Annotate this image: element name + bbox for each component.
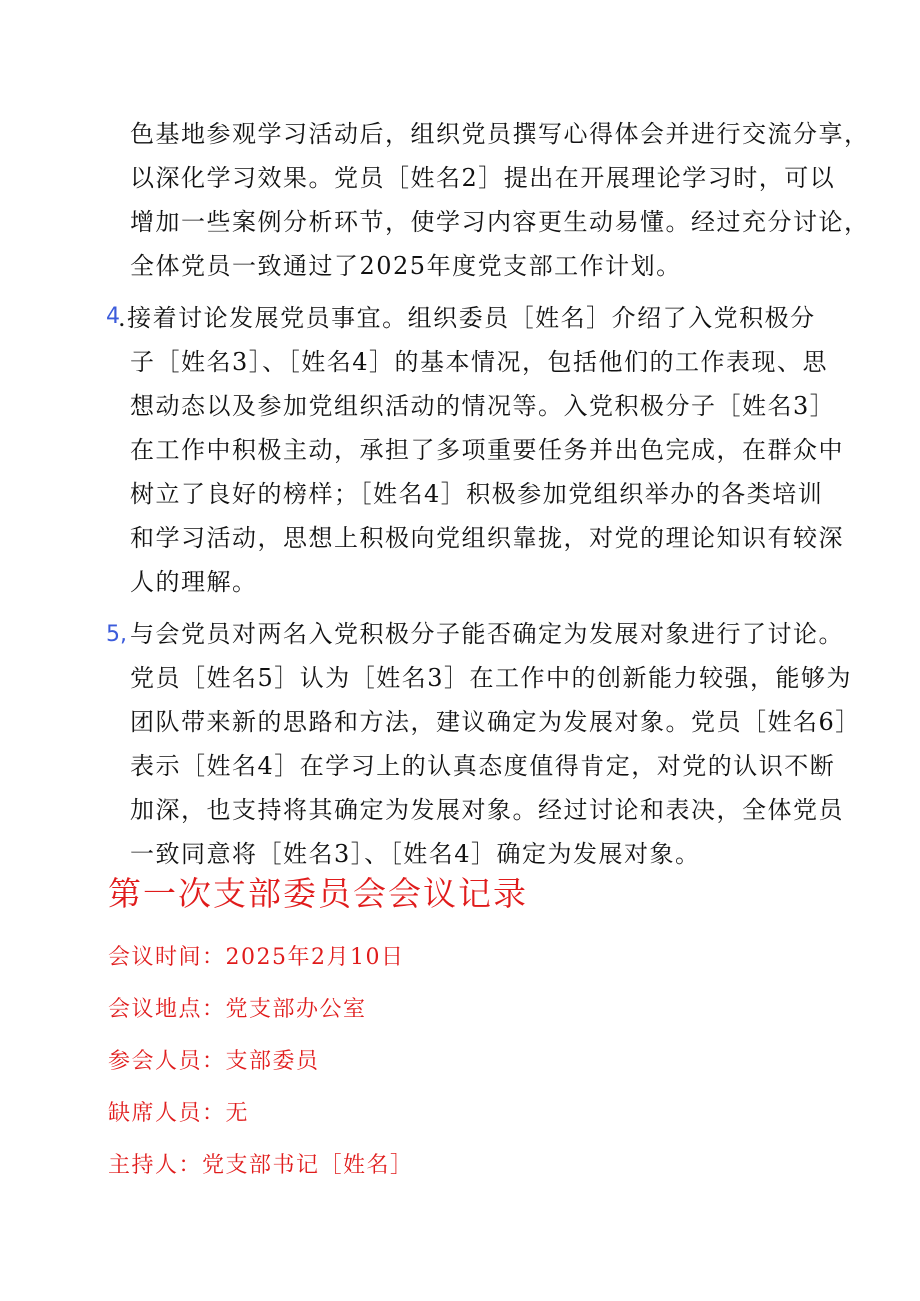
text-line: 一致同意将［姓名3］、［姓名4］确定为发展对象。 — [130, 840, 701, 868]
text-line: 人的理解。 — [130, 568, 258, 596]
item-number-5: 5, — [106, 622, 127, 647]
text-line: 想动态以及参加党组织活动的情况等。入党积极分子［姓名3］ — [130, 392, 836, 420]
meeting-record-title: 第一次支部委员会会议记录 — [108, 874, 528, 913]
meeting-time: 会议时间：2025年2月10日 — [108, 945, 405, 970]
meeting-absent: 缺席人员：无 — [108, 1101, 250, 1126]
text-line: 增加一些案例分析环节，使学习内容更生动易懂。经过充分讨论， — [130, 208, 870, 236]
paragraph-item-4 — [118, 296, 844, 604]
text-line: 全体党员一致通过了2025年度党支部工作计划。 — [130, 252, 682, 280]
text-line: 团队带来新的思路和方法，建议确定为发展对象。党员［姓名6］ — [130, 708, 861, 736]
text-line: 在工作中积极主动，承担了多项重要任务并出色完成，在群众中 — [130, 436, 844, 464]
paragraph-3-continuation — [130, 112, 870, 288]
meeting-place: 会议地点：党支部办公室 — [108, 997, 367, 1022]
text-line: .接着讨论发展党员事宜。组织委员［姓名］介绍了入党积极分 — [118, 304, 816, 332]
paragraph-item-5 — [130, 612, 861, 876]
text-line: 表示［姓名4］在学习上的认真态度值得肯定，对党的认识不断 — [130, 752, 836, 780]
meeting-attendees: 参会人员：支部委员 — [108, 1049, 320, 1074]
text-line: 色基地参观学习活动后，组织党员撰写心得体会并进行交流分享， — [130, 120, 870, 148]
text-line: 加深，也支持将其确定为发展对象。经过讨论和表决，全体党员 — [130, 796, 844, 824]
text-line: 与会党员对两名入党积极分子能否确定为发展对象进行了讨论。 — [130, 620, 844, 648]
text-line: 以深化学习效果。党员［姓名2］提出在开展理论学习时，可以 — [130, 164, 836, 192]
text-line: 和学习活动，思想上积极向党组织靠拢，对党的理论知识有较深 — [130, 524, 844, 552]
meeting-host: 主持人：党支部书记［姓名］ — [108, 1153, 414, 1178]
item-number-4: 4 — [106, 304, 120, 329]
text-line: 子［姓名3］、［姓名4］的基本情况，包括他们的工作表现、思 — [130, 348, 829, 376]
text-line: 树立了良好的榜样；［姓名4］积极参加党组织举办的各类培训 — [130, 480, 824, 508]
text-line: 党员［姓名5］认为［姓名3］在工作中的创新能力较强，能够为 — [130, 664, 853, 692]
